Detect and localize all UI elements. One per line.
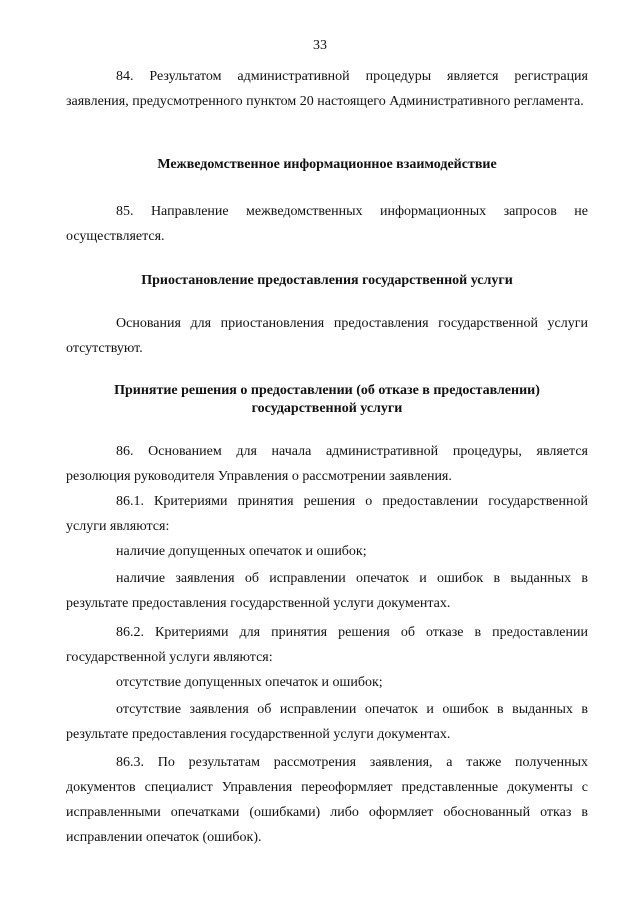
heading-decision: Принятие решения о предоставлении (об отказе в предоставлении) государственной услуги — [114, 383, 540, 416]
paragraph-86-2: 86.2. Критериями для принятия решения об отказе в предоставлении государственной услуги являются: — [66, 625, 588, 665]
paragraph-86-2-a: отсутствие допущенных опечаток и ошибок; — [116, 675, 383, 690]
paragraph-86-3: 86.3. По результатам рассмотрения заявления, а также полученных документов специалист Управления переоформляет представленные документы с исправленными опечатками (ошибками) либо оформляет обоснованный отказ в исправлении опечаток (ошибок). — [66, 755, 588, 845]
heading-suspension: Приостановление предоставления государственной услуги — [141, 273, 513, 288]
page-number: 33 — [313, 38, 327, 53]
paragraph-86-2-b: отсутствие заявления об исправлении опечаток и ошибок в выданных в результате предоставления государственной услуги документах. — [66, 702, 588, 742]
paragraph-86-1-a: наличие допущенных опечаток и ошибок; — [116, 544, 367, 559]
paragraph-84: 84. Результатом административной процедуры является регистрация заявления, предусмотренного пунктом 20 настоящего Административного регламента. — [66, 69, 588, 109]
paragraph-86-1-b: наличие заявления об исправлении опечаток и ошибок в выданных в результате предоставления государственной услуги документах. — [66, 571, 588, 611]
paragraph-86: 86. Основанием для начала административной процедуры, является резолюция руководителя Управления о рассмотрении заявления. — [66, 444, 588, 484]
heading-interagency: Межведомственное информационное взаимодействие — [157, 157, 497, 172]
paragraph-suspension: Основания для приостановления предоставления государственной услуги отсутствуют. — [66, 316, 588, 356]
paragraph-85: 85. Направление межведомственных информационных запросов не осуществляется. — [66, 204, 588, 244]
paragraph-86-1: 86.1. Критериями принятия решения о предоставлении государственной услуги являются: — [66, 494, 588, 534]
